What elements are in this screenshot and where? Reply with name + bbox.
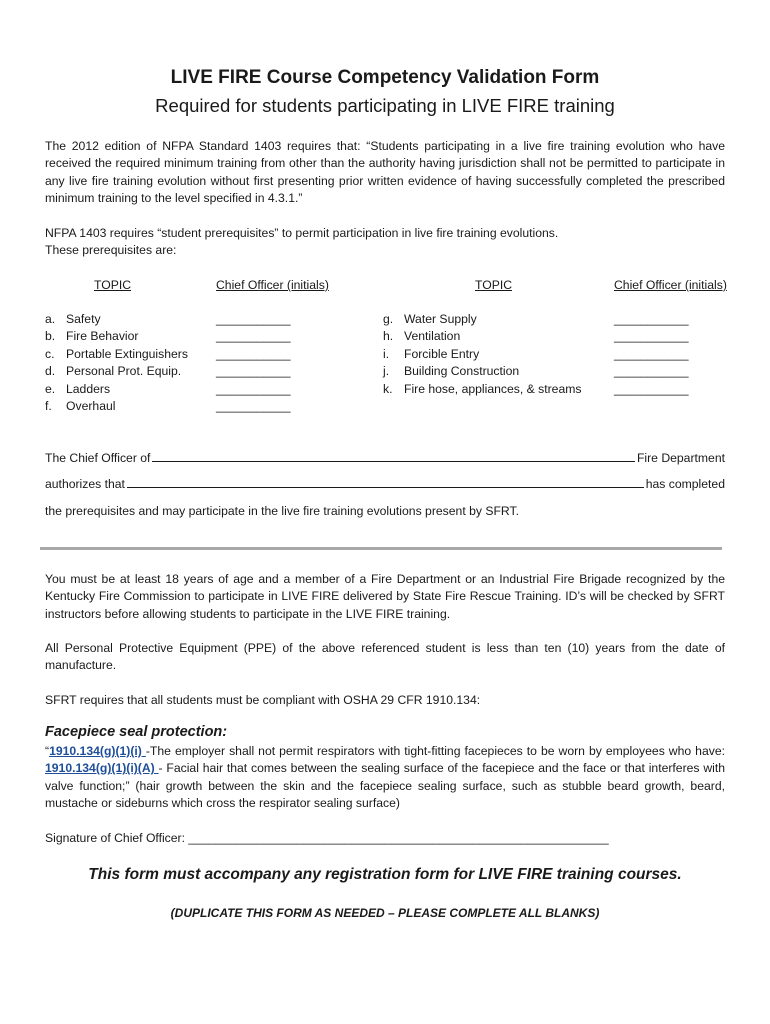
prerequisite-item: g. Water Supply — [383, 312, 477, 326]
prerequisite-list-left — [45, 311, 188, 415]
prerequisite-item: k. Fire hose, appliances, & streams — [383, 381, 582, 396]
student-name-field[interactable] — [127, 486, 644, 488]
ppe-requirement: All Personal Protective Equipment (PPE) of the above referenced student is less than ten (10) years from the date of manufacture. — [45, 641, 725, 673]
prerequisite-item: i. Forcible Entry — [383, 346, 480, 361]
prerequisite-item: c. Portable Extinguishers — [45, 346, 188, 361]
signature-field[interactable]: ______________________________________________________________ — [188, 831, 609, 845]
fire-department-label: Fire Department — [636, 451, 725, 465]
initials-header-left: Chief Officer (initials) — [216, 278, 329, 292]
signature-row — [45, 830, 609, 847]
chief-officer-department-row — [45, 451, 725, 465]
fire-department-name-field[interactable] — [152, 460, 634, 462]
initials-field[interactable]: ___________ — [614, 346, 689, 361]
topic-header-left: TOPIC — [94, 278, 132, 292]
initials-field[interactable]: ___________ — [614, 312, 689, 326]
initials-field[interactable]: ___________ — [216, 312, 291, 326]
facepiece-text-1: -The employer shall not permit respirators with tight-fitting facepieces to be worn by employees who have: — [145, 744, 725, 758]
signature-label: Signature of Chief Officer: — [45, 831, 186, 845]
prerequisite-item: b. Fire Behavior — [45, 329, 139, 344]
page-title: LIVE FIRE Course Competency Validation Form — [170, 67, 600, 88]
prerequisite-list-right — [383, 311, 581, 398]
facepiece-heading: Facepiece seal protection: — [45, 724, 228, 740]
facepiece-text-2: - Facial hair that comes between the sealing surface of the facepiece and the face or that interferes with valve function;” (hair growth between the skin and the facepiece sealing surface, such as stubble beard growth, beard, mustache or sideburns which cross the respirator sealing surface) — [45, 761, 726, 811]
footer-instructions: (DUPLICATE THIS FORM AS NEEDED – PLEASE COMPLETE ALL BLANKS) — [170, 906, 600, 920]
prerequisite-item: j. Building Construction — [383, 364, 520, 379]
initials-field[interactable]: ___________ — [614, 381, 689, 396]
initials-header-right: Chief Officer (initials) — [614, 278, 727, 292]
prerequisites-intro-line: NFPA 1403 requires “student prerequisites” to permit participation in live fire training evolutions. — [45, 226, 559, 240]
open-quote: “ — [45, 744, 50, 758]
facepiece-paragraph — [45, 743, 725, 813]
topic-header-right: TOPIC — [475, 278, 513, 292]
prerequisite-item: a. Safety — [45, 312, 101, 326]
prerequisite-item: h. Ventilation — [383, 329, 461, 344]
initials-field[interactable]: ___________ — [614, 364, 689, 379]
page-subtitle: Required for students participating in LIVE FIRE training — [155, 95, 615, 116]
initials-field[interactable]: ___________ — [216, 381, 291, 396]
has-completed-label: has completed — [645, 477, 725, 491]
nfpa-standard-paragraph: The 2012 edition of NFPA Standard 1403 requires that: “Students participating in a live fire training evolution who have received the required minimum training from other than the authority having jurisdiction shall not be permitted to participate in any live fire training evolution without first presenting prior written evidence of having successfully completed the prescribed minimum training to the level specified in 4.3.1.” — [45, 139, 725, 206]
cfr-link-g1iA[interactable]: 1910.134(g)(1)(i)(A) — [45, 761, 159, 776]
prerequisite-item: f. Overhaul — [45, 399, 116, 414]
authorizes-label: authorizes that — [45, 477, 125, 491]
chief-officer-label: The Chief Officer of — [45, 451, 151, 465]
footer-notice: This form must accompany any registration form for LIVE FIRE training courses. — [88, 866, 682, 883]
prerequisite-item: e. Ladders — [45, 381, 111, 396]
initials-field[interactable]: ___________ — [614, 329, 689, 344]
age-membership-requirement: You must be at least 18 years of age and a member of a Fire Department or an Industrial Fire Brigade recognized by the Kentucky Fire Commission to participate in LIVE FIRE delivered by State Fire Rescue Training. ID’s will be checked by SFRT instructors before allowing students to participate in the LIVE FIRE training. — [45, 572, 725, 621]
initials-field[interactable]: ___________ — [216, 346, 291, 361]
osha-requirement: SFRT requires that all students must be compliant with OSHA 29 CFR 1910.134: — [45, 693, 481, 707]
student-authorization-row — [45, 477, 725, 491]
prerequisites-intro-line-2: These prerequisites are: — [45, 243, 177, 257]
initials-field[interactable]: ___________ — [216, 329, 291, 344]
initials-blanks-right — [614, 311, 689, 398]
initials-blanks-left — [216, 311, 291, 415]
section-divider — [40, 547, 722, 550]
prerequisite-item: d. Personal Prot. Equip. — [45, 364, 182, 379]
certification-closing: the prerequisites and may participate in the live fire training evolutions present by SFRT. — [45, 504, 519, 518]
initials-field[interactable]: ___________ — [216, 364, 291, 379]
cfr-link-g1i[interactable]: 1910.134(g)(1)(i) — [49, 744, 146, 758]
initials-field[interactable]: ___________ — [216, 399, 291, 414]
